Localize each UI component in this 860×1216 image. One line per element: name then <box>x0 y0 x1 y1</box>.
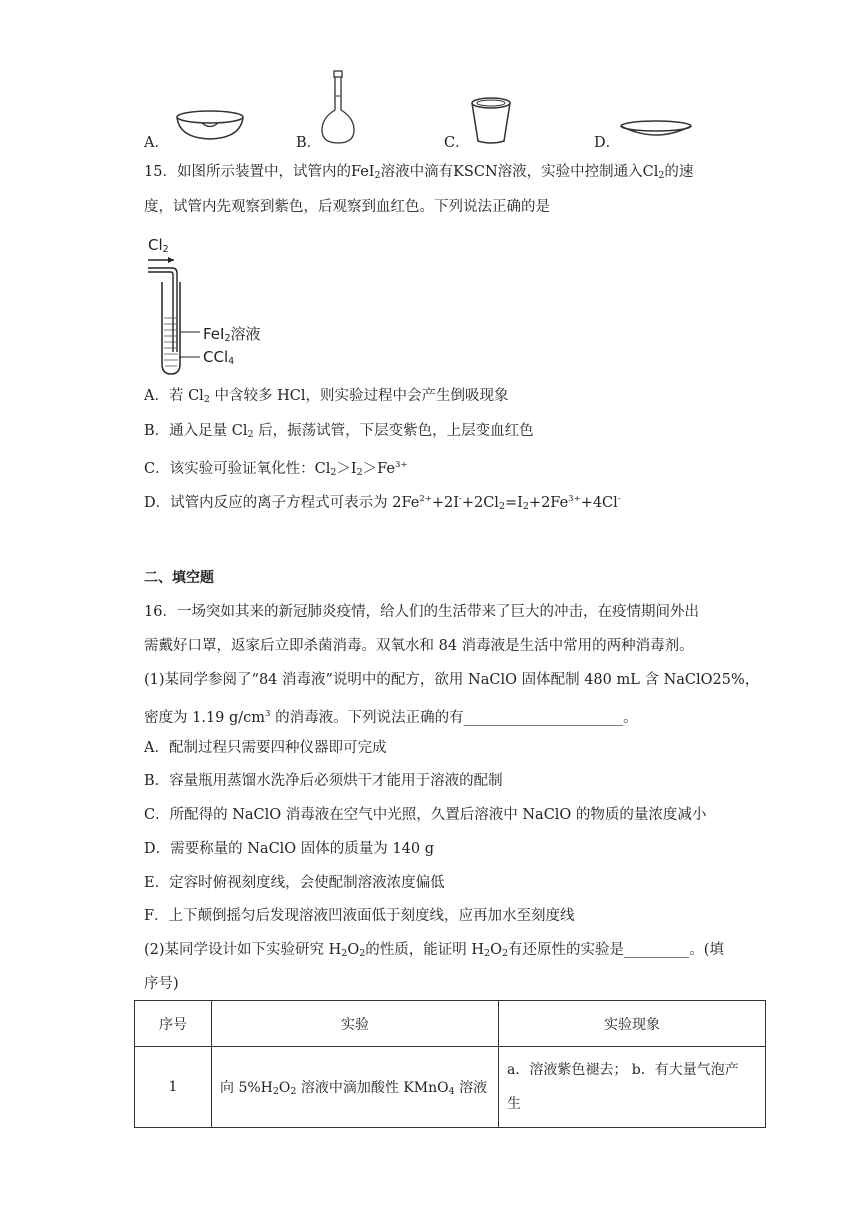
row-experiment: 向 $5\%H_2O_2$ 溶液中滴加酸性 KMnO$_4$ 溶液 <box>212 1047 499 1128</box>
q15-option-d: D．试管内反应的离子方程式可表示为 $2Fe^{2+}+2I^-+2Cl_2=I_2+2Fe^{3+}+4Cl^-$ <box>144 494 621 512</box>
q16-option-a: A．配制过程只需要四种仪器即可完成 <box>144 740 387 756</box>
q16-option-c: C．所配得的 NaClO 消毒液在空气中光照，久置后溶液中 NaClO 的物质的量浓度减小 <box>144 807 707 823</box>
evaporating-dish-image <box>172 108 248 144</box>
q16-stem-line1: 16．一场突如其来的新冠肺炎疫情，给人们的生活带来了巨大的冲击，在疫情期间外出 <box>144 604 699 620</box>
header-no: 序号 <box>135 1001 212 1047</box>
q16-part2-line2: 序号) <box>144 976 179 992</box>
q16-option-d: D．需要称量的 NaClO 固体的质量为 140 g <box>144 841 434 857</box>
header-phenomenon: 实验现象 <box>499 1001 766 1047</box>
table-row <box>135 1047 766 1128</box>
q16-stem-line2: 需戴好口罩，返家后立即杀菌消毒。双氧水和 84 消毒液是生活中常用的两种消毒剂。 <box>144 638 694 654</box>
row-no: 1 <box>135 1047 212 1128</box>
q16-option-b: B．容量瓶用蒸馏水洗净后必须烘干才能用于溶液的配制 <box>144 773 503 789</box>
option-a-label: A． <box>144 135 169 151</box>
q15-stem-line1: 15．如图所示装置中，试管内的FeI$_2$溶液中滴有KSCN溶液，实验中控制通入$Cl_2$的速 <box>144 164 694 181</box>
q15-option-a: A．若 $Cl_2$ 中含较多 HCl，则实验过程中会产生倒吸现象 <box>144 388 509 405</box>
q16-part1-line2: 密度为 1.19 $g/cm^3$ 的消毒液。下列说法正确的有______________________。 <box>144 709 638 726</box>
q15-option-b: B．通入足量 $Cl_2$ 后，振荡试管，下层变紫色，上层变血红色 <box>144 423 534 440</box>
option-b-label: B． <box>296 135 322 151</box>
option-c-label: C． <box>444 135 470 151</box>
cl2-gas-label: $Cl_2$ <box>148 236 169 255</box>
watch-glass-image <box>618 118 694 140</box>
header-experiment: 实验 <box>212 1001 499 1047</box>
row-phenomenon: a．溶液紫色褪去； b．有大量气泡产 生 <box>499 1047 766 1128</box>
q16-option-f: F．上下颠倒摇匀后发现溶液凹液面低于刻度线，应再加水至刻度线 <box>144 908 575 924</box>
volumetric-flask-image <box>318 70 358 148</box>
q16-part1-line1: (1)某同学参阅了“84 消毒液”说明中的配方，欲用 NaClO 固体配制 480 mL 含 NaClO25%， <box>144 672 760 688</box>
section-title: 二、填空题 <box>144 570 214 586</box>
crucible-image <box>468 95 514 147</box>
table-header-row <box>135 1001 766 1047</box>
fei2-solution-label: FeI$_2$溶液 <box>203 325 261 344</box>
q15-option-c: C．该实验可验证氧化性：$Cl_2>I_2>Fe^{3+}$ <box>144 460 408 478</box>
experiment-table <box>134 1000 766 1128</box>
q15-stem-line2: 度，试管内先观察到紫色，后观察到血红色。下列说法正确的是 <box>144 199 550 215</box>
option-d-label: D． <box>594 135 621 151</box>
q16-part2-line1: (2)某同学设计如下实验研究 $H_2O_2$的性质，能证明 $H_2O_2$有还原性的实验是_________。(填 <box>144 942 724 959</box>
ccl4-label: CCl$_4$ <box>203 348 235 367</box>
q16-option-e: E．定容时俯视刻度线，会使配制溶液浓度偏低 <box>144 875 445 891</box>
test-tube-apparatus-diagram <box>140 254 200 380</box>
